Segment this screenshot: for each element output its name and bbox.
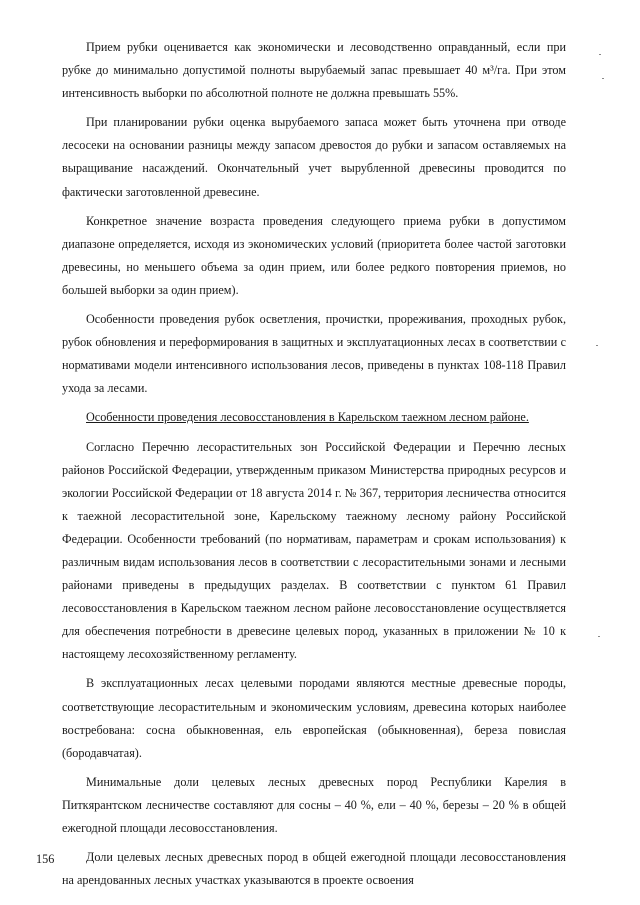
paragraph-forest-zones: Согласно Перечню лесорастительных зон Российской Федерации и Перечню лесных районов Российской Федерации, утвержденным приказом Министерства природных ресурсов и экологии Российской Федерации от 18 августа 2014 г. № 367, территория лесничества относится к таежной лесорастительной зоне, Карельскому таежному лесному району Российской Федерации. Особенности требований (по нормативам, параметрам и срокам использования) к различным видам использования лесов в соответствии с лесорастительными зонами и лесными районами приведены в предыдущих разделах. В соответствии с пунктом 61 Правил лесовосстановления в Карельском таежном лесном районе лесовосстановление осуществляется для обеспечения потребности в древесине целевых пород, указанных в приложении № 10 к настоящему лесохозяйственному регламенту. [62,439,566,662]
section-heading-reforestation: Особенности проведения лесовосстановления в Карельском таежном лесном районе. [86,410,529,425]
paragraph-cutting-age: Конкретное значение возраста проведения следующего приема рубки в допустимом диапазоне определяется, исходя из экономических условий (приоритета более частой заготовки древесины, но меньшего объема за один прием, или более редкого повторения приемов, но большей выборки за один прием). [62,213,566,297]
paragraph-minimum-shares: Минимальные доли целевых лесных древесных пород Республики Карелия в Питкярантском лесничестве составляют для сосны – 40 %, ели – 40 %, березы – 20 % в общей ежегодной площади лесовосстановления. [62,774,566,835]
paragraph-cutting-planning: При планировании рубки оценка вырубаемого запаса может быть уточнена при отводе лесосеки на основании разницы между запасом древостоя до рубки и запасом оставляемых на выращивание насаждений. Окончательный учет вырубленной древесины проводится по фактически заготовленной древесине. [62,115,566,199]
scan-speck [596,345,598,346]
body-text [62,36,566,898]
paragraph-target-species: В эксплуатационных лесах целевыми породами являются местные древесные породы, соответствующие лесорастительным и экономическим условиям, древесина которых наиболее востребована: сосна обыкновенная, ель европейская (обыкновенная), береза повислая (бородавчатая). [62,676,566,760]
page-number: 156 [36,852,55,866]
paragraph-thinning-features: Особенности проведения рубок осветления, прочистки, прореживания, проходных рубок, рубок обновления и переформирования в защитных и эксплуатационных лесах в соответствии с нормативами модели интенсивного использования лесов, приведены в пунктах 108-118 Правил ухода за лесами. [62,312,566,396]
scan-speck [598,636,600,637]
paragraph-cutting-evaluation: Прием рубки оценивается как экономически и лесоводственно оправданный, если при рубке до минимально допустимой полноты вырубаемый запас превышает 40 м³/га. При этом интенсивность выборки по абсолютной полноте не должна превышать 55%. [62,40,566,101]
scan-speck [599,54,601,55]
scan-speck [602,78,604,79]
paragraph-leased-plots: Доли целевых лесных древесных пород в общей ежегодной площади лесовосстановления на арендованных лесных участках указываются в проекте освоения [62,850,566,888]
